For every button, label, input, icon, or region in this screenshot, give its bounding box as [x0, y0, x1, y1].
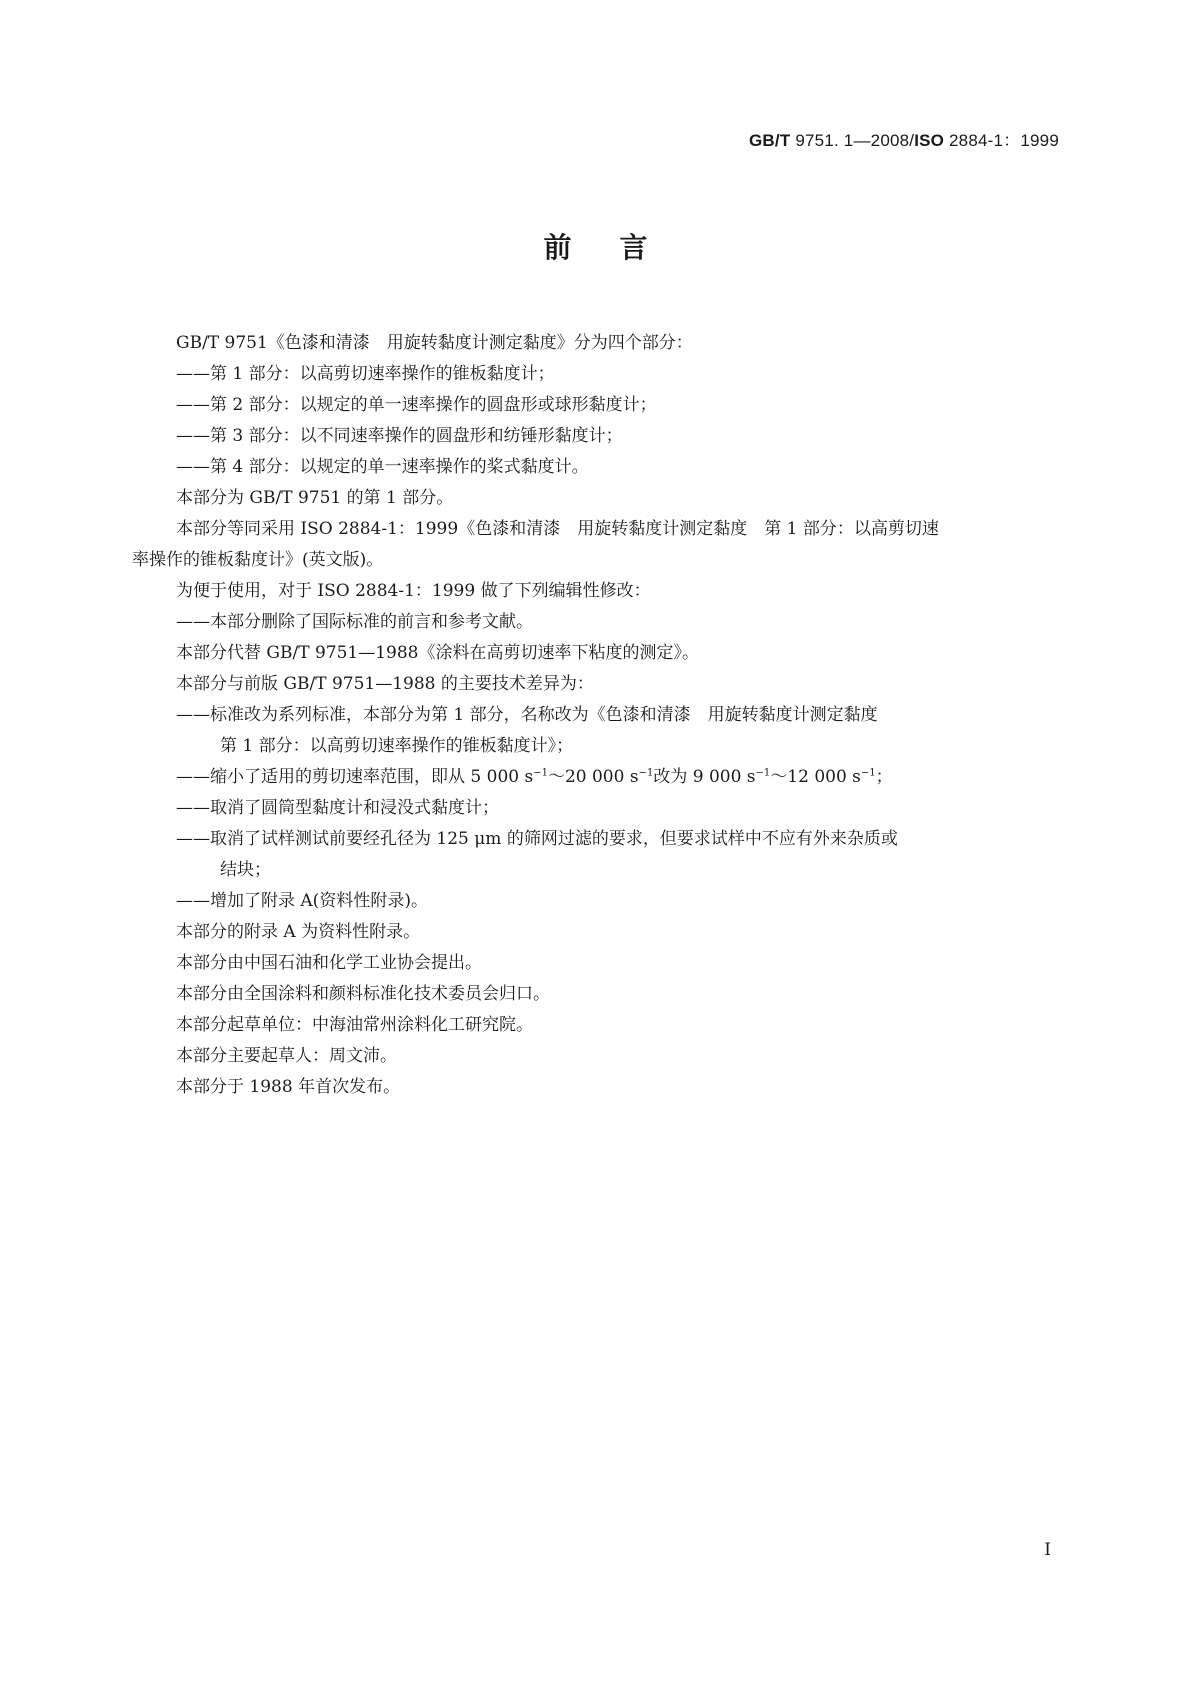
code-iso: ISO [914, 131, 945, 150]
paragraph-line: 为便于使用，对于 ISO 2884-1：1999 做了下列编辑性修改： [176, 581, 651, 601]
shear-part2: ～20 000 s [547, 767, 639, 787]
shear-sup4: −1 [860, 767, 876, 779]
paragraph-line: ——取消了试样测试前要经孔径为 125 μm 的筛网过滤的要求，但要求试样中不应有外来杂质或 [176, 829, 898, 849]
paragraph-line: ——第 4 部分：以规定的单一速率操作的桨式黏度计。 [176, 457, 589, 477]
page-title: 前言 [543, 231, 696, 264]
paragraph-line: 本部分为 GB/T 9751 的第 1 部分。 [176, 488, 454, 508]
paragraph-line: 本部分与前版 GB/T 9751—1988 的主要技术差异为： [176, 674, 594, 694]
shear-part5: ； [875, 767, 893, 787]
paragraph-line: ——本部分删除了国际标准的前言和参考文献。 [176, 612, 533, 632]
paragraph-line: 本部分的附录 A 为资料性附录。 [176, 922, 421, 942]
page-number: I [1044, 1540, 1051, 1560]
paragraph-line: 结块； [220, 860, 271, 880]
paragraph-line: 率操作的锥板黏度计》(英文版)。 [132, 550, 384, 570]
paragraph-line: ——第 1 部分：以高剪切速率操作的锥板黏度计； [176, 364, 555, 384]
shear-sup2: −1 [638, 767, 654, 779]
paragraph-line: 本部分由中国石油和化学工业协会提出。 [176, 953, 482, 973]
paragraph-line: ——增加了附录 A(资料性附录)。 [176, 891, 428, 911]
shear-part3: 改为 9 000 s [653, 767, 756, 787]
paragraph-line: ——第 3 部分：以不同速率操作的圆盘形和纺锤形黏度计； [176, 426, 623, 446]
standard-code [749, 126, 1059, 151]
paragraph-line: GB/T 9751《色漆和清漆 用旋转黏度计测定黏度》分为四个部分： [176, 333, 693, 353]
paragraph-line: ——第 2 部分：以规定的单一速率操作的圆盘形或球形黏度计； [176, 395, 657, 415]
paragraph-line: 本部分主要起草人：周文沛。 [176, 1046, 397, 1066]
paragraph-line: ——标准改为系列标准，本部分为第 1 部分，名称改为《色漆和清漆 用旋转黏度计测定黏度 [176, 705, 878, 725]
shear-sup3: −1 [755, 767, 771, 779]
paragraph-line: 第 1 部分：以高剪切速率操作的锥板黏度计》； [220, 736, 574, 756]
shear-sup1: −1 [533, 767, 548, 779]
paragraph-line: 本部分等同采用 ISO 2884-1：1999《色漆和清漆 用旋转黏度计测定黏度 第 1 部分：以高剪切速 [176, 519, 939, 539]
code-mid: 9751. 1—2008/ [790, 131, 915, 150]
code-suffix: 2884-1：1999 [944, 131, 1059, 150]
paragraph-line: ——取消了圆筒型黏度计和浸没式黏度计； [176, 798, 499, 818]
shear-part4: ～12 000 s [770, 767, 861, 787]
paragraph-line: 本部分由全国涂料和颜料标准化技术委员会归口。 [176, 984, 550, 1004]
shear-rate-line [132, 762, 1060, 793]
paragraph-line: 本部分于 1988 年首次发布。 [176, 1077, 401, 1097]
shear-part1: ——缩小了适用的剪切速率范围，即从 5 000 s [176, 767, 534, 787]
paragraph-line: 本部分代替 GB/T 9751—1988《涂料在高剪切速率下粘度的测定》。 [176, 643, 699, 663]
foreword-body [132, 328, 1060, 1103]
code-prefix: GB/T [749, 131, 791, 150]
paragraph-line: 本部分起草单位：中海油常州涂料化工研究院。 [176, 1015, 533, 1035]
